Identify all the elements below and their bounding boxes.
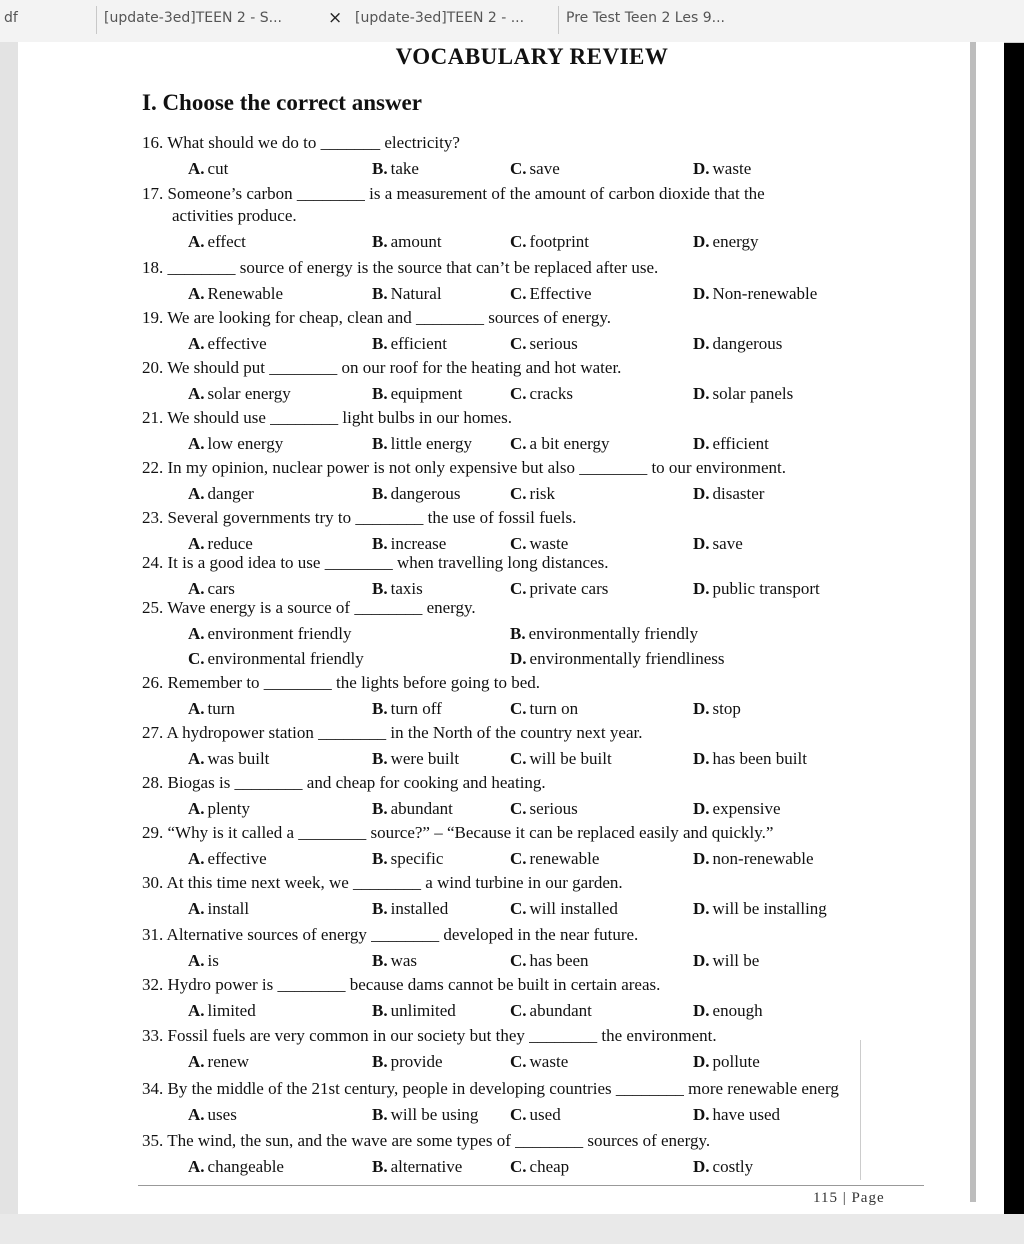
answer-option (510, 1001, 592, 1021)
option-letter: B. (372, 1157, 388, 1176)
option-text: used (529, 1105, 561, 1124)
option-letter: A. (188, 284, 205, 303)
answer-option (693, 699, 741, 719)
option-letter: D. (693, 1157, 710, 1176)
answer-option (372, 1052, 443, 1072)
tab-pre-test[interactable]: Pre Test Teen 2 Les 9... (566, 10, 725, 26)
option-letter: C. (510, 434, 527, 453)
option-text: cut (207, 159, 229, 178)
option-letter: C. (510, 899, 527, 918)
option-letter: D. (693, 699, 710, 718)
option-letter: B. (372, 899, 388, 918)
question-text: 31. Alternative sources of energy ________ developed in the near future. (142, 925, 639, 944)
answer-option (372, 534, 446, 554)
viewer-left-margin (0, 42, 18, 1244)
option-text: equipment (390, 384, 463, 403)
option-text: taxis (390, 579, 423, 598)
option-text: uses (207, 1105, 237, 1124)
option-text: renew (207, 1052, 250, 1071)
option-text: Renewable (207, 284, 284, 303)
option-letter: D. (693, 951, 710, 970)
margin-line (860, 1040, 861, 1180)
answer-option (510, 1052, 568, 1072)
answer-option (188, 159, 228, 179)
question-text: 23. Several governments try to ________ the use of fossil fuels. (142, 508, 577, 527)
option-text: provide (390, 1052, 443, 1071)
option-text: Non-renewable (712, 284, 818, 303)
question-text: 29. “Why is it called a ________ source?” – “Because it can be replaced easily and quickly.” (142, 823, 774, 842)
option-text: a bit energy (529, 434, 610, 453)
option-letter: C. (510, 534, 527, 553)
option-letter: D. (693, 579, 710, 598)
option-text: limited (207, 1001, 256, 1020)
option-letter: C. (510, 1001, 527, 1020)
answer-option (372, 232, 442, 252)
option-letter: B. (372, 849, 388, 868)
option-letter: B. (372, 1052, 388, 1071)
answer-option (693, 484, 764, 504)
option-letter: A. (188, 579, 205, 598)
question-text: 18. ________ source of energy is the source that can’t be replaced after use. (142, 258, 659, 277)
answer-option (188, 1052, 249, 1072)
option-letter: C. (510, 799, 527, 818)
question-text: 22. In my opinion, nuclear power is not only expensive but also ________ to our environment. (142, 458, 787, 477)
option-letter: B. (372, 159, 388, 178)
answer-option (188, 1157, 284, 1177)
option-text: was (390, 951, 418, 970)
option-text: serious (529, 334, 578, 353)
option-text: solar energy (207, 384, 291, 403)
option-text: amount (390, 232, 442, 251)
answer-option (693, 579, 820, 599)
option-letter: B. (372, 434, 388, 453)
answer-option (693, 799, 781, 819)
answer-option (372, 699, 442, 719)
option-text: were built (390, 749, 460, 768)
answer-option (510, 1157, 569, 1177)
answer-option (372, 1001, 456, 1021)
question-text: 16. What should we do to _______ electricity? (142, 133, 460, 152)
option-letter: A. (188, 534, 205, 553)
option-text: unlimited (390, 1001, 456, 1020)
answer-option (372, 384, 462, 404)
option-letter: A. (188, 384, 205, 403)
answer-option (188, 1105, 237, 1125)
option-text: serious (529, 799, 578, 818)
answer-option (693, 434, 769, 454)
option-text: little energy (390, 434, 472, 453)
option-text: will installed (529, 899, 618, 918)
answer-option (693, 849, 814, 869)
answer-option (372, 334, 447, 354)
option-text: will be (712, 951, 760, 970)
close-icon[interactable]: × (328, 8, 343, 28)
answer-option (693, 1105, 780, 1125)
answer-option (188, 899, 249, 919)
option-text: environmental friendly (207, 649, 364, 668)
answer-option (188, 1001, 256, 1021)
answer-option (188, 434, 283, 454)
answer-option (510, 284, 592, 304)
question-text: 20. We should put ________ on our roof for the heating and hot water. (142, 358, 622, 377)
question-text: 33. Fossil fuels are very common in our society but they ________ the environment. (142, 1026, 717, 1045)
option-text: is (207, 951, 219, 970)
option-text: will be built (529, 749, 612, 768)
option-text: efficient (390, 334, 447, 353)
page-title: VOCABULARY REVIEW (395, 44, 669, 69)
answer-option (188, 579, 235, 599)
answer-option (372, 951, 417, 971)
option-letter: D. (693, 899, 710, 918)
option-letter: A. (188, 699, 205, 718)
option-letter: D. (693, 434, 710, 453)
option-letter: D. (693, 799, 710, 818)
option-text: dangerous (712, 334, 783, 353)
option-letter: B. (372, 1105, 388, 1124)
tab-teen2[interactable]: [update-3ed]TEEN 2 - ... (355, 10, 525, 26)
option-letter: A. (188, 951, 205, 970)
option-letter: D. (693, 334, 710, 353)
option-letter: D. (693, 849, 710, 868)
answer-option (188, 799, 250, 819)
question-text: 30. At this time next week, we ________ a wind turbine in our garden. (142, 873, 623, 892)
answer-option (188, 649, 364, 669)
option-letter: A. (188, 484, 205, 503)
answer-option (188, 484, 254, 504)
answer-option (510, 899, 618, 919)
answer-option (510, 534, 568, 554)
option-text: non-renewable (712, 849, 814, 868)
option-letter: D. (693, 159, 710, 178)
option-text: plenty (207, 799, 251, 818)
answer-option (510, 849, 599, 869)
answer-option (510, 951, 589, 971)
option-text: specific (390, 849, 444, 868)
option-letter: C. (510, 699, 527, 718)
question-text: 26. Remember to ________ the lights before going to bed. (142, 673, 541, 692)
option-text: turn on (529, 699, 579, 718)
answer-option (372, 159, 419, 179)
option-text: pollute (712, 1052, 760, 1071)
answer-option (693, 1052, 760, 1072)
answer-option (372, 799, 453, 819)
option-text: waste (529, 1052, 569, 1071)
question-text: 28. Biogas is ________ and cheap for cooking and heating. (142, 773, 546, 792)
option-letter: D. (693, 284, 710, 303)
viewer-bottom-margin (0, 1214, 1024, 1244)
option-letter: C. (510, 159, 527, 178)
answer-option (188, 849, 267, 869)
tab-partial[interactable]: df (4, 10, 18, 26)
option-text: danger (207, 484, 254, 503)
question-text: 19. We are looking for cheap, clean and ________ sources of energy. (142, 308, 611, 327)
option-text: efficient (712, 434, 769, 453)
option-letter: B. (372, 484, 388, 503)
option-letter: B. (372, 232, 388, 251)
option-letter: B. (372, 534, 388, 553)
answer-option (372, 899, 448, 919)
option-letter: A. (188, 1157, 205, 1176)
option-text: dangerous (390, 484, 461, 503)
question-text: 21. We should use ________ light bulbs in our homes. (142, 408, 512, 427)
option-letter: A. (188, 849, 205, 868)
answer-option (510, 484, 555, 504)
option-text: solar panels (712, 384, 794, 403)
answer-option (510, 434, 609, 454)
answer-option (693, 1157, 753, 1177)
option-text: will be using (390, 1105, 479, 1124)
option-letter: C. (510, 1052, 527, 1071)
option-letter: A. (188, 434, 205, 453)
option-letter: D. (693, 232, 710, 251)
option-letter: A. (188, 624, 205, 643)
option-letter: A. (188, 1105, 205, 1124)
option-text: turn (207, 699, 235, 718)
option-text: effect (207, 232, 246, 251)
option-text: environment friendly (207, 624, 352, 643)
option-text: disaster (712, 484, 765, 503)
option-text: increase (390, 534, 447, 553)
option-text: Natural (390, 284, 442, 303)
answer-option (188, 534, 253, 554)
option-text: abundant (390, 799, 453, 818)
option-letter: C. (510, 579, 527, 598)
option-text: save (712, 534, 743, 553)
option-letter: B. (372, 284, 388, 303)
section-heading: I. Choose the correct answer (142, 90, 422, 115)
answer-option (372, 434, 472, 454)
option-text: stop (712, 699, 741, 718)
option-text: renewable (529, 849, 600, 868)
option-text: take (390, 159, 419, 178)
answer-option (372, 1105, 478, 1125)
answer-option (693, 384, 793, 404)
option-text: private cars (529, 579, 609, 598)
option-letter: A. (188, 749, 205, 768)
answer-option (693, 284, 817, 304)
answer-option (693, 334, 782, 354)
option-letter: C. (510, 484, 527, 503)
option-text: public transport (712, 579, 820, 598)
option-letter: C. (510, 232, 527, 251)
option-text: risk (529, 484, 556, 503)
answer-option (510, 1105, 561, 1125)
option-letter: A. (188, 1052, 205, 1071)
option-letter: A. (188, 899, 205, 918)
question-text: 34. By the middle of the 21st century, people in developing countries ________ more renewable energ (142, 1079, 839, 1098)
option-letter: B. (372, 334, 388, 353)
option-text: costly (712, 1157, 754, 1176)
answer-option (188, 624, 352, 644)
option-text: alternative (390, 1157, 463, 1176)
option-text: has been built (712, 749, 807, 768)
option-letter: D. (693, 534, 710, 553)
option-text: cars (207, 579, 235, 598)
option-letter: C. (510, 334, 527, 353)
option-letter: A. (188, 1001, 205, 1020)
answer-option (372, 284, 442, 304)
option-text: was built (207, 749, 270, 768)
answer-option (372, 849, 443, 869)
option-letter: B. (372, 951, 388, 970)
answer-option (372, 579, 423, 599)
option-text: low energy (207, 434, 284, 453)
answer-option (188, 384, 291, 404)
option-text: reduce (207, 534, 253, 553)
option-text: waste (712, 159, 752, 178)
option-text: footprint (529, 232, 590, 251)
option-text: have used (712, 1105, 781, 1124)
option-letter: C. (510, 951, 527, 970)
answer-option (693, 534, 743, 554)
option-text: has been (529, 951, 589, 970)
option-letter: C. (510, 849, 527, 868)
page-number: 115 | Page (813, 1190, 885, 1206)
question-text: 24. It is a good idea to use ________ when travelling long distances. (142, 553, 609, 572)
answer-option (693, 899, 827, 919)
question-text: 25. Wave energy is a source of ________ energy. (142, 598, 476, 617)
option-text: install (207, 899, 250, 918)
answer-option (510, 232, 589, 252)
option-text: abundant (529, 1001, 592, 1020)
option-text: changeable (207, 1157, 284, 1176)
option-letter: C. (510, 384, 527, 403)
option-letter: C. (510, 749, 527, 768)
option-letter: A. (188, 799, 205, 818)
answer-option (510, 579, 608, 599)
answer-option (693, 1001, 763, 1021)
question-text: 35. The wind, the sun, and the wave are some types of ________ sources of energy. (142, 1131, 711, 1150)
option-letter: A. (188, 334, 205, 353)
option-letter: C. (510, 284, 527, 303)
option-text: enough (712, 1001, 763, 1020)
option-text: waste (529, 534, 569, 553)
option-letter: A. (188, 159, 205, 178)
browser-tab-bar (0, 0, 1024, 43)
option-letter: D. (693, 1105, 710, 1124)
option-text: save (529, 159, 560, 178)
answer-option (510, 384, 573, 404)
question-text: 32. Hydro power is ________ because dams cannot be built in certain areas. (142, 975, 661, 994)
option-letter: D. (693, 384, 710, 403)
answer-option (510, 159, 560, 179)
answer-option (372, 749, 459, 769)
answer-option (693, 232, 758, 252)
question-text: 17. Someone’s carbon ________ is a measurement of the amount of carbon dioxide that the (142, 184, 765, 203)
answer-option (188, 749, 269, 769)
option-text: cheap (529, 1157, 570, 1176)
option-text: environmentally friendly (528, 624, 699, 643)
option-letter: D. (693, 749, 710, 768)
option-text: turn off (390, 699, 442, 718)
answer-option (693, 951, 759, 971)
answer-option (510, 334, 578, 354)
option-letter: B. (372, 1001, 388, 1020)
option-text: Effective (529, 284, 592, 303)
option-text: expensive (712, 799, 781, 818)
tab-separator (96, 6, 97, 34)
answer-option (372, 1157, 462, 1177)
answer-option (188, 284, 283, 304)
option-letter: B. (372, 699, 388, 718)
answer-option (188, 334, 267, 354)
option-letter: C. (510, 1157, 527, 1176)
page-scroll-rule[interactable] (970, 42, 976, 1202)
option-text: will be installing (712, 899, 827, 918)
option-text: energy (712, 232, 759, 251)
option-letter: B. (372, 749, 388, 768)
answer-option (510, 749, 612, 769)
answer-option (510, 624, 698, 644)
option-letter: D. (693, 1052, 710, 1071)
option-letter: B. (372, 384, 388, 403)
option-letter: D. (693, 484, 710, 503)
answer-option (188, 232, 246, 252)
option-letter: B. (372, 579, 388, 598)
option-letter: B. (510, 624, 526, 643)
answer-option (510, 799, 578, 819)
option-letter: D. (510, 649, 527, 668)
footer-divider (138, 1185, 924, 1186)
question-text-continued: activities produce. (172, 206, 297, 225)
tab-teen2-s[interactable]: [update-3ed]TEEN 2 - S... (104, 10, 282, 26)
answer-option (188, 951, 219, 971)
option-letter: C. (510, 1105, 527, 1124)
answer-option (510, 649, 725, 669)
answer-option (510, 699, 578, 719)
option-letter: A. (188, 232, 205, 251)
question-text: 27. A hydropower station ________ in the North of the country next year. (142, 723, 643, 742)
option-text: environmentally friendliness (529, 649, 725, 668)
option-text: effective (207, 334, 267, 353)
option-letter: D. (693, 1001, 710, 1020)
option-text: cracks (529, 384, 573, 403)
answer-option (693, 749, 807, 769)
option-text: installed (390, 899, 449, 918)
option-text: effective (207, 849, 267, 868)
option-letter: B. (372, 799, 388, 818)
tab-separator (558, 6, 559, 34)
option-letter: C. (188, 649, 205, 668)
answer-option (693, 159, 751, 179)
answer-option (188, 699, 235, 719)
answer-option (372, 484, 460, 504)
